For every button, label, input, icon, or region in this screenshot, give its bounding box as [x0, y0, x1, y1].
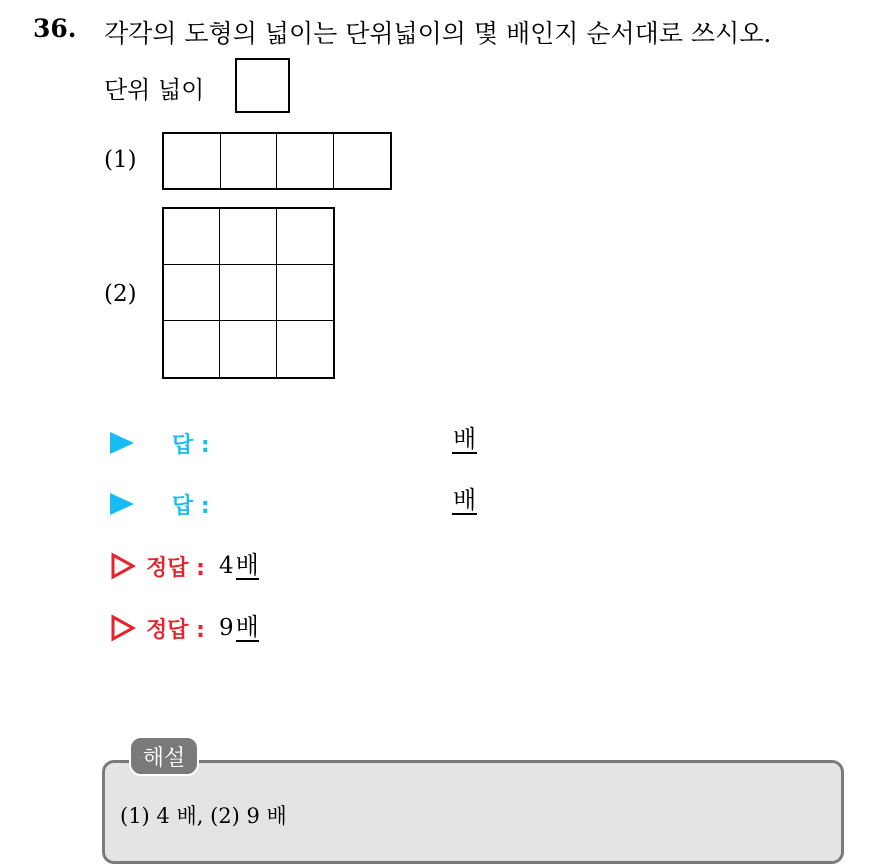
answer-row-2	[110, 489, 210, 519]
problem-2-label: (2)	[104, 281, 137, 307]
grid-cell	[220, 209, 276, 265]
answer-2-blank[interactable]: 배	[453, 486, 477, 514]
unit-area-square	[235, 58, 290, 113]
grid-cell	[277, 321, 333, 377]
problem-1-figure	[162, 132, 392, 190]
correct-answer-unit: 배	[235, 612, 259, 641]
grid-cell	[164, 265, 220, 321]
outline-arrow-icon	[110, 614, 136, 642]
explanation-text: (1) 4 배, (2) 9 배	[120, 804, 287, 828]
correct-answer-label: 정답 :	[146, 617, 205, 643]
grid-cell	[221, 134, 278, 188]
problem-1-label: (1)	[104, 147, 137, 173]
play-arrow-icon	[110, 432, 134, 454]
answer-label: 답 :	[172, 432, 210, 458]
outline-arrow-icon	[110, 552, 136, 580]
grid-cell	[164, 134, 221, 188]
play-arrow-icon	[110, 493, 134, 515]
question-number: 36.	[33, 14, 77, 43]
question-text: 각각의 도형의 넓이는 단위넓이의 몇 배인지 순서대로 쓰시오.	[104, 19, 772, 48]
answer-row-1	[110, 428, 210, 458]
answer-1-blank[interactable]: 배	[453, 425, 477, 453]
grid-cell	[277, 209, 333, 265]
grid-cell	[164, 321, 220, 377]
answer-label: 답 :	[172, 493, 210, 519]
correct-answer-unit: 배	[235, 550, 259, 579]
grid-cell	[277, 265, 333, 321]
grid-cell	[220, 265, 276, 321]
correct-answer-label: 정답 :	[146, 555, 205, 581]
unit-area-label: 단위 넓이	[104, 76, 205, 104]
correct-answer-value: 9	[218, 615, 234, 641]
correct-answer-row-2	[110, 613, 259, 643]
grid-cell	[334, 134, 391, 188]
correct-answer-row-1	[110, 551, 259, 581]
grid-cell	[277, 134, 334, 188]
grid-cell	[164, 209, 220, 265]
problem-2-figure	[162, 207, 335, 379]
explanation-tab: 해설	[129, 736, 199, 776]
grid-cell	[220, 321, 276, 377]
correct-answer-value: 4	[218, 553, 234, 579]
